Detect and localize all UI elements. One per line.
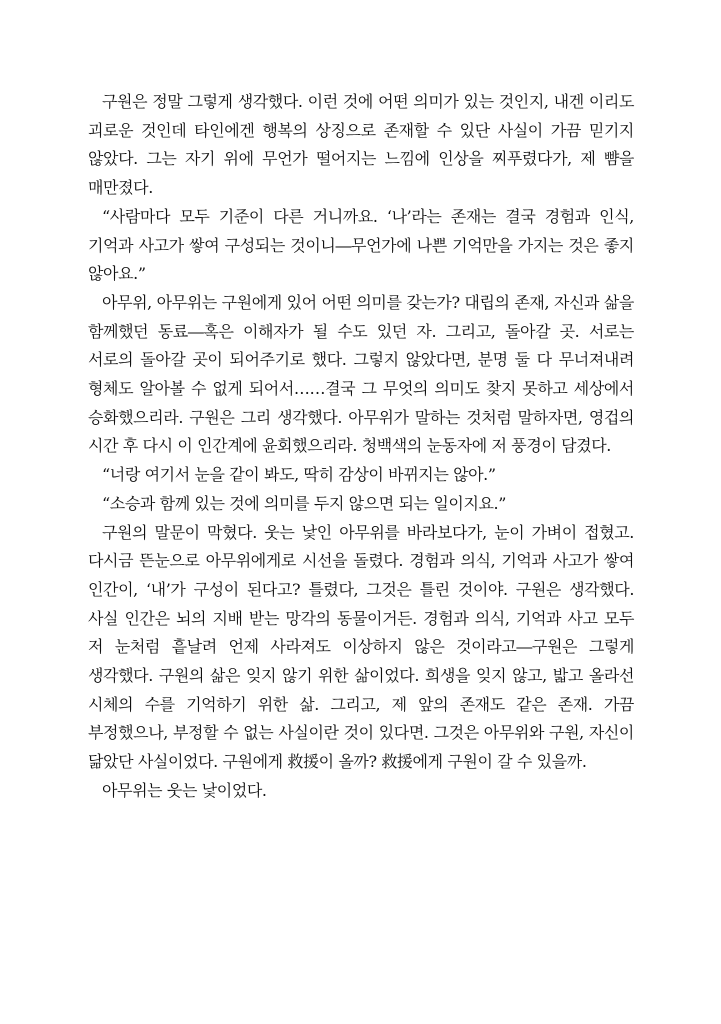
- paragraph-1: 구원은 정말 그렇게 생각했다. 이런 것에 어떤 의미가 있는 것인지, 내겐 이리도 괴로운 것인데 타인에겐 행복의 상징으로 존재할 수 있단 사실이 가끔 믿기지 않았다. 그는 자기 위에 무언가 떨어지는 느낌에 인상을 찌푸렸다가, 제 뺨을 매만졌다.: [88, 92, 634, 198]
- paragraph-7: 아무위는 웃는 낯이었다.: [102, 780, 267, 800]
- paragraph-3: 아무위, 아무위는 구원에게 있어 어떤 의미를 갖는가? 대립의 존재, 자신과 삶을 함께했던 동료―혹은 이해자가 될 수도 있던 자. 그리고, 돌아갈 곳. 서로는 서로의 돌아갈 곳이 되어주기로 했다. 그렇지 않았다면, 분명 둘 다 무너져내려 형체도 알아볼 수 없게 되어서……결국 그 무엇의 의미도 찾지 못하고 세상에서 승화했으리라. 구원은 그리 생각했다. 아무위가 말하는 것처럼 말하자면, 영겁의 시간 후 다시 이 인간계에 윤회했으리라. 청백색의 눈동자에 저 풍경이 담겼다.: [88, 292, 634, 456]
- paragraph-5-dialogue: “소승과 함께 있는 것에 의미를 두지 않으면 되는 일이지요.”: [102, 493, 507, 513]
- paragraph-6: 구원의 말문이 막혔다. 웃는 낯인 아무위를 바라보다가, 눈이 가벼이 접혔고. 다시금 뜬눈으로 아무위에게로 시선을 돌렸다. 경험과 의식, 기억과 사고가 쌓여 인간이, ‘내’가 구성이 된다고? 틀렸다, 그것은 틀린 것이야. 구원은 생각했다. 사실 인간은 뇌의 지배 받는 망각의 동물이거든. 경험과 의식, 기억과 사고 모두 저 눈처럼 흩날려 언제 사라져도 이상하지 않은 것이라고―구원은 그렇게 생각했다. 구원의 삶은 잊지 않기 위한 삶이었다. 희생을 잊지 않고, 밟고 올라선 시체의 수를 기억하기 위한 삶. 그리고, 제 앞의 존재도 같은 존재. 가끔 부정했으나, 부정할 수 없는 사실이란 것이 있다면. 그것은 아무위와 구원, 자신이 닮았단 사실이었다. 구원에게 救援이 올까? 救援에게 구원이 갈 수 있을까.: [88, 522, 634, 772]
- paragraph-4-dialogue: “너랑 여기서 눈을 같이 봐도, 딱히 감상이 바뀌지는 않아.”: [102, 465, 496, 485]
- document-page: [88, 88, 634, 806]
- paragraph-2-dialogue: “사람마다 모두 기준이 다른 거니까요. ‘나’라는 존재는 결국 경험과 인식, 기억과 사고가 쌓여 구성되는 것이니―무언가에 나쁜 기억만을 가지는 것은 좋지 않아요.”: [88, 206, 634, 284]
